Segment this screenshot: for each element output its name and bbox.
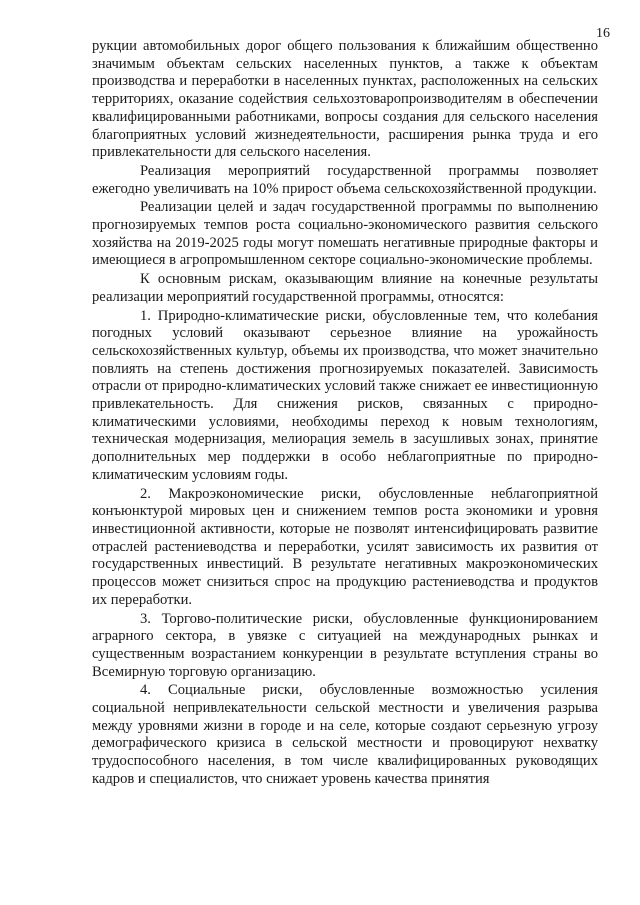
paragraph-continuation: рукции автомобильных дорог общего пользования к ближайшим общественно значимым объектам сельских населенных пунктов, а также к объектам производства и переработки в населенных пунктах, расположенных на сельских территориях, оказание содействия сельхозтоваропроизводителям в обеспечении квалифицированными работниками, вопросы создания для сельского населения благоприятных условий жизнедеятельности, расширения рынка труда и его привлекательности для сельского населения.: [92, 38, 598, 161]
paragraph-risk-trade: 3. Торгово-политические риски, обусловленные функционированием аграрного сектора, в увязке с ситуацией на международных рынках и существенным возрастанием конкуренции в результате вступления страны во Всемирную торговую организацию.: [92, 610, 598, 680]
paragraph-risks-intro: К основным рискам, оказывающим влияние на конечные результаты реализации мероприятий государственной программы, относятся:: [92, 271, 598, 305]
paragraph-risk-social: 4. Социальные риски, обусловленные возможностью усиления социальной непривлекательности сельской местности и увеличения разрыва между уровнями жизни в городе и на селе, которые создают серьезную угрозу демографического кризиса в сельской местности и провоцируют нехватку трудоспособного населения, в том числе квалифицированных руководящих кадров и специалистов, что снижает уровень качества принятия: [92, 682, 598, 787]
paragraph-growth: Реализация мероприятий государственной программы позволяет ежегодно увеличивать на 10% прирост объема сельскохозяйственной продукции.: [92, 162, 598, 197]
paragraph-risk-macro: 2. Макроэкономические риски, обусловленные неблагоприятной конъюнктурой мировых цен и снижением темпов роста экономики и уровня инвестиционной активности, которые не позволят интенсифицировать развитие отраслей растениеводства и переработки, усилят зависимость их развития от государственных инвестиций. В результате негативных макроэкономических процессов может снизиться спрос на продукцию растениеводства и продуктов их переработки.: [92, 485, 598, 608]
page-number: 16: [596, 26, 610, 41]
document-body: [92, 38, 598, 789]
paragraph-goals: Реализации целей и задач государственной программы по выполнению прогнозируемых темпов роста социально-экономического развития сельского хозяйства на 2019-2025 годы могут помешать негативные природные факторы и имеющиеся в агропромышленном секторе социально-экономические проблемы.: [92, 199, 598, 269]
paragraph-risk-natural: 1. Природно-климатические риски, обусловленные тем, что колебания погодных условий оказывают серьезное влияние на урожайность сельскохозяйственных культур, объемы их производства, что может значительно повлиять на степень достижения прогнозируемых показателей. Зависимость отрасли от природно-климатических условий также снижает ее инвестиционную привлекательность. Для снижения рисков, связанных с природно-климатическими условиями, необходимы переход к новым технологиям, техническая модернизация, мелиорация земель в засушливых зонах, принятие дополнительных мер поддержки в особо неблагоприятные по природно-климатическим условиям годы.: [92, 307, 598, 483]
